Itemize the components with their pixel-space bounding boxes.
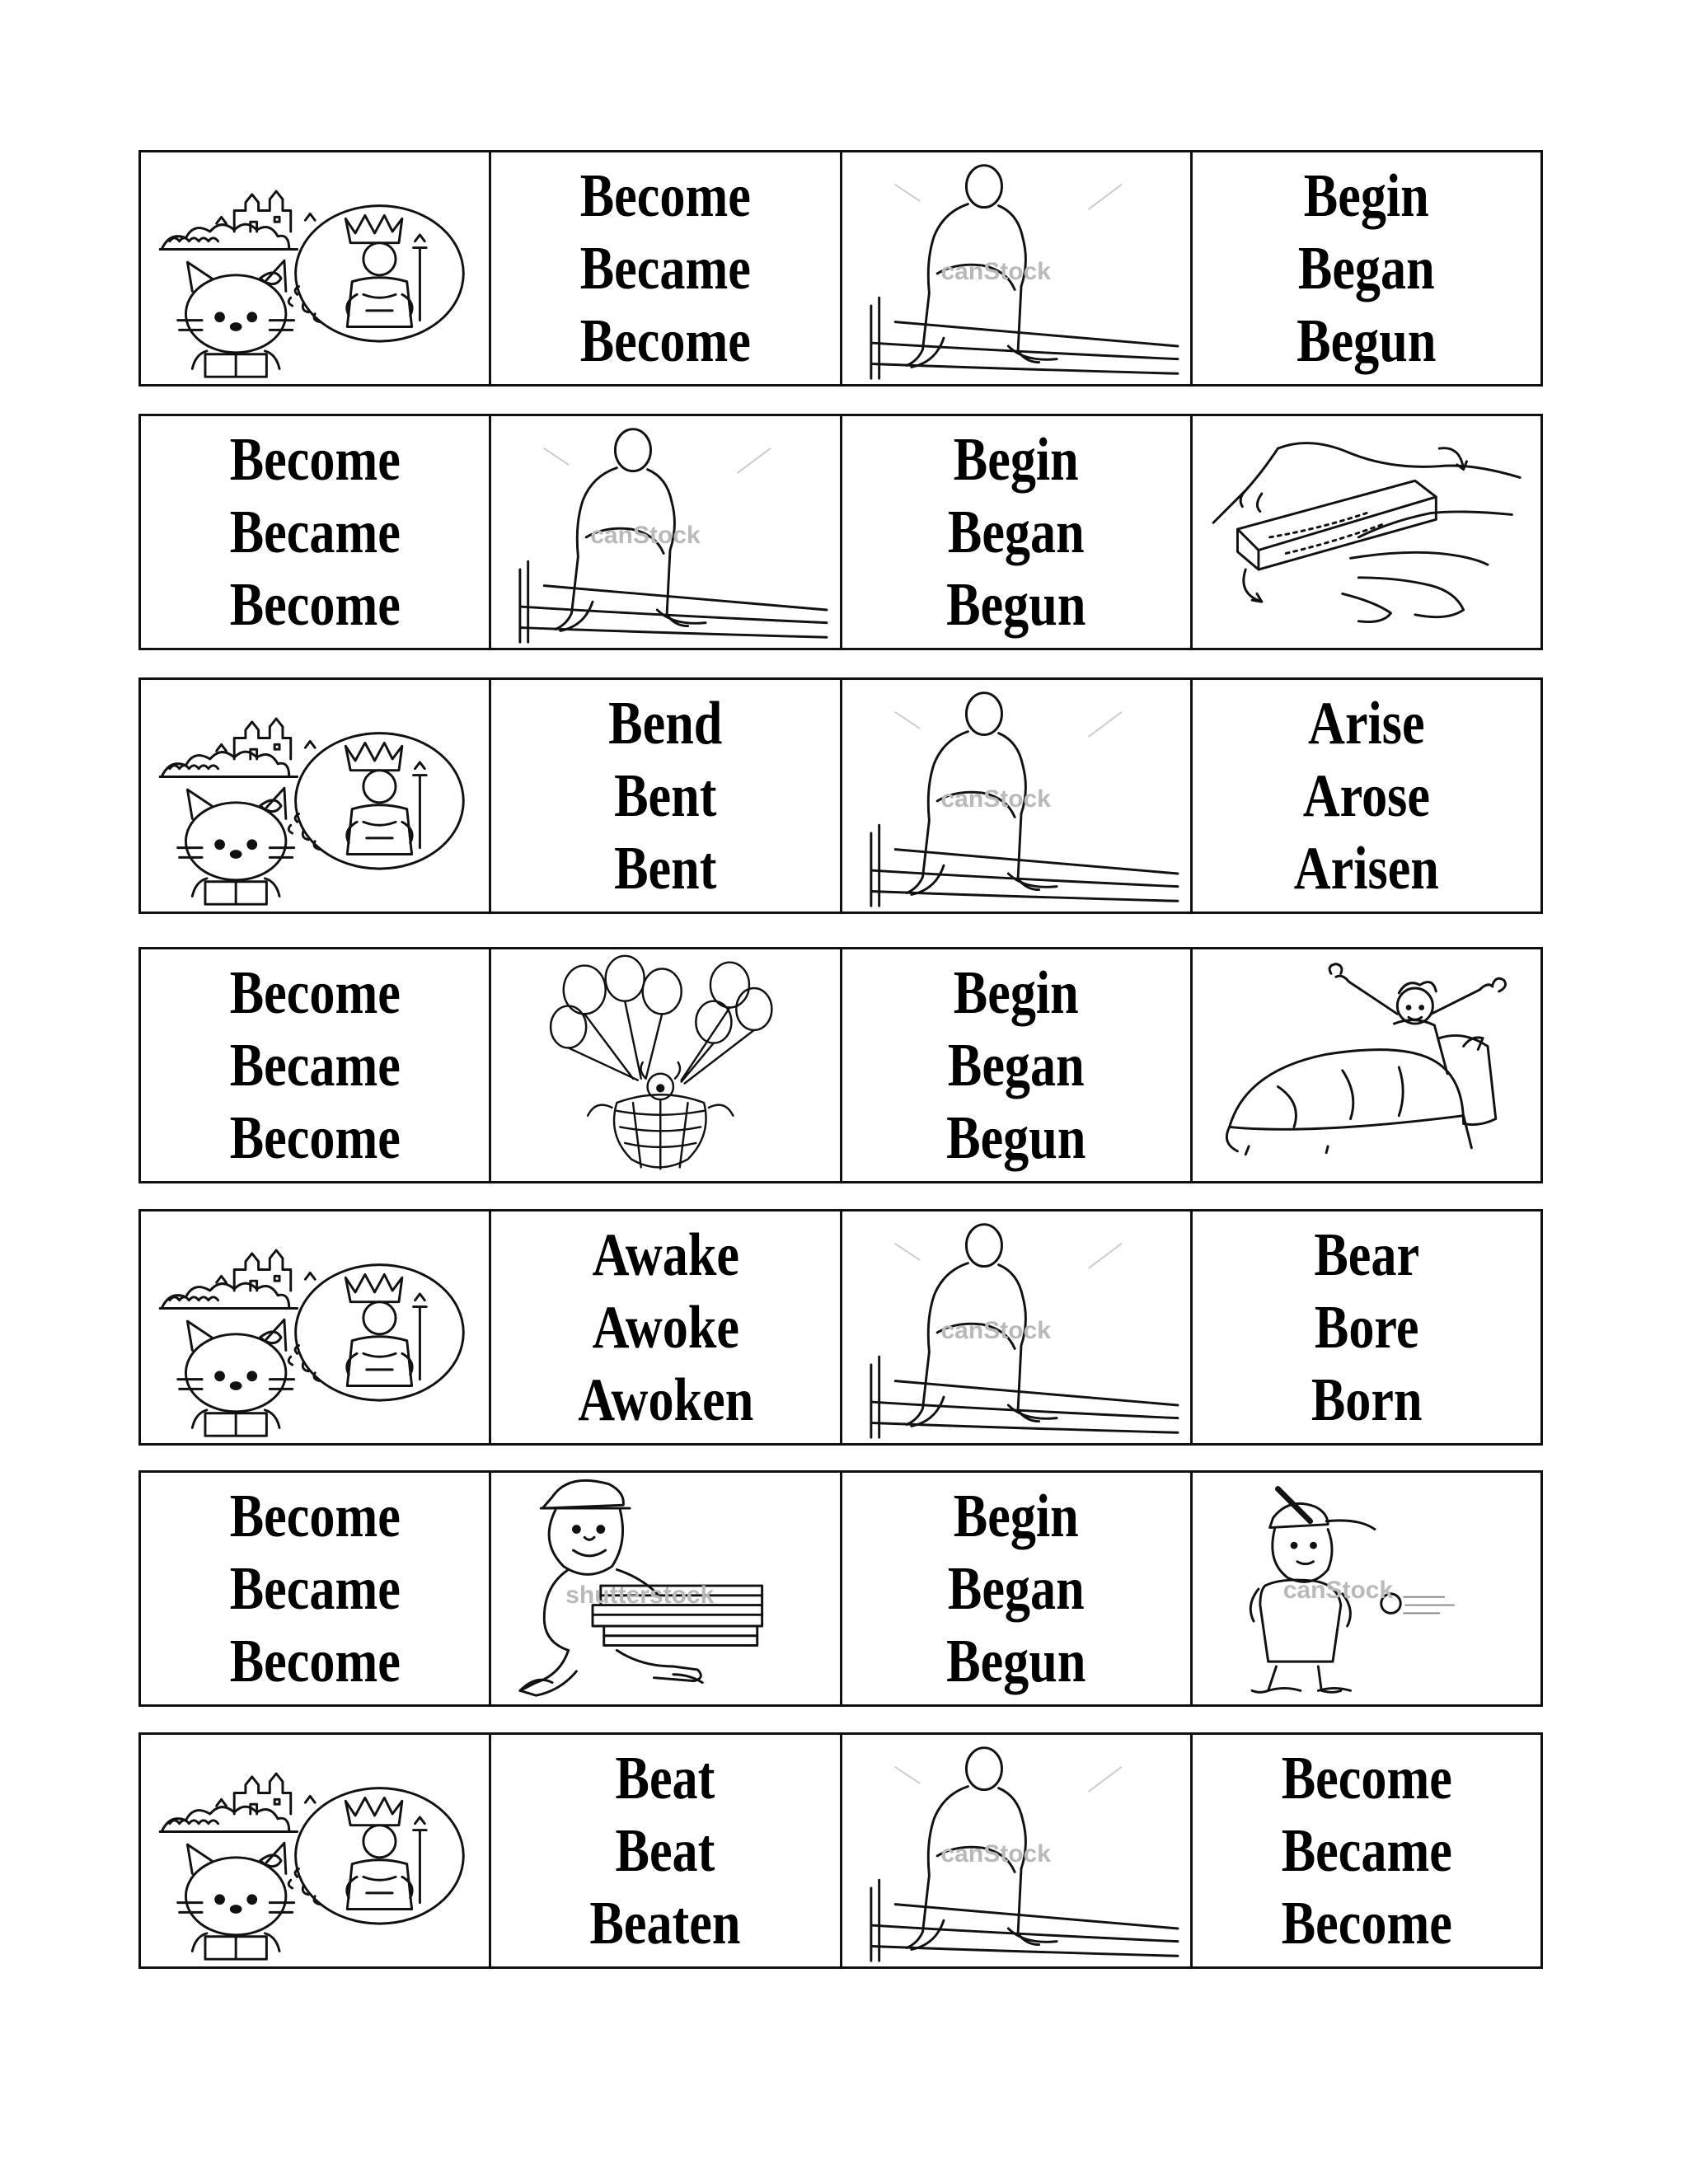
verb-base: Become (1281, 1744, 1452, 1812)
card-strip-7 (138, 1732, 1543, 1969)
verb-base: Begin (953, 958, 1079, 1027)
verb-forms (1311, 1219, 1423, 1436)
verb-card (491, 1735, 842, 1966)
verb-card (141, 1473, 491, 1704)
verb-base: Bear (1314, 1221, 1419, 1289)
watermark-canstock: canStock (940, 785, 1051, 813)
watermark-canstock: canStock (590, 522, 701, 549)
verb-past: Began (947, 1554, 1085, 1623)
verb-card (141, 416, 491, 648)
verb-past: Bent (614, 762, 717, 830)
verb-participle: Become (579, 307, 751, 375)
picture-cell (1193, 949, 1540, 1181)
verb-base: Begin (953, 1482, 1079, 1550)
card-strip-5 (138, 1209, 1543, 1446)
kitty-dreaming-queen-icon (141, 152, 489, 384)
card-strip-3 (138, 677, 1543, 914)
verb-forms (1296, 160, 1436, 377)
verb-participle: Become (229, 570, 401, 639)
clown-balloons-icon (491, 949, 839, 1181)
verb-forms (946, 424, 1085, 641)
verb-forms (1294, 687, 1439, 905)
verb-past: Awoke (592, 1293, 739, 1361)
picture-cell (141, 1212, 491, 1443)
verb-card (1193, 1735, 1540, 1966)
verb-past: Arose (1302, 762, 1430, 830)
verb-card (842, 416, 1193, 648)
verb-participle: Awoken (577, 1366, 753, 1434)
picture-cell (1193, 416, 1540, 648)
verb-card (842, 949, 1193, 1181)
verb-base: Arise (1308, 689, 1425, 757)
verb-card (842, 1473, 1193, 1704)
picture-cell (141, 152, 491, 384)
verb-card (1193, 152, 1540, 384)
card-strip-1 (138, 150, 1543, 387)
verb-forms (608, 687, 722, 905)
watermark-canstock: canStock (940, 1840, 1051, 1868)
verb-past: Began (1297, 234, 1435, 302)
verb-forms (230, 424, 401, 641)
picture-cell (491, 416, 842, 648)
verb-past: Bore (1314, 1293, 1419, 1361)
verb-forms (590, 1742, 741, 1960)
verb-card (491, 1212, 842, 1443)
verb-participle: Begun (945, 1627, 1086, 1695)
verb-past: Became (229, 1554, 401, 1623)
verb-past: Became (229, 498, 401, 566)
picture-cell (141, 1735, 491, 1966)
verb-forms (946, 957, 1085, 1174)
picture-cell (842, 1212, 1193, 1443)
verb-card (1193, 680, 1540, 912)
picture-cell (842, 1735, 1193, 1966)
watermark-canstock: canStock (1282, 1577, 1394, 1604)
verb-participle: Bent (614, 834, 717, 902)
picture-cell (842, 680, 1193, 912)
verb-participle: Begun (945, 1104, 1086, 1172)
verb-forms (946, 1480, 1085, 1698)
verb-forms (230, 1480, 401, 1698)
verb-card (491, 152, 842, 384)
verb-past: Became (1281, 1816, 1452, 1885)
verb-base: Awake (592, 1221, 739, 1289)
verb-base: Become (229, 958, 401, 1027)
verb-participle: Begun (1296, 307, 1437, 375)
verb-base: Become (579, 162, 751, 230)
verb-past: Became (579, 234, 751, 302)
watermark-canstock: canStock (940, 1317, 1051, 1344)
verb-participle: Become (1281, 1889, 1452, 1957)
picture-cell (491, 949, 842, 1181)
verb-participle: Beaten (589, 1889, 741, 1957)
verb-card (1193, 1212, 1540, 1443)
card-strip-6 (138, 1470, 1543, 1707)
watermark-shutterstock: shutterstock (565, 1582, 715, 1609)
verb-participle: Become (229, 1627, 401, 1695)
picture-cell (842, 152, 1193, 384)
verb-base: Become (229, 425, 401, 494)
verb-card (491, 680, 842, 912)
boy-waking-bed-icon (1193, 949, 1540, 1181)
verb-past: Began (947, 1031, 1085, 1099)
picture-cell (491, 1473, 842, 1704)
card-strip-2 (138, 414, 1543, 650)
verb-past: Began (947, 498, 1085, 566)
verb-forms (230, 957, 401, 1174)
verb-forms (580, 160, 751, 377)
verb-participle: Arisen (1293, 834, 1439, 902)
verb-participle: Begun (945, 570, 1086, 639)
verb-participle: Become (229, 1104, 401, 1172)
kitty-dreaming-queen-icon (141, 1212, 489, 1443)
verb-forms (578, 1219, 753, 1436)
watermark-canstock: canStock (940, 258, 1051, 285)
verb-base: Become (229, 1482, 401, 1550)
verb-base: Beat (615, 1744, 715, 1812)
picture-cell (141, 680, 491, 912)
verb-participle: Born (1311, 1366, 1423, 1434)
verb-card (141, 949, 491, 1181)
verb-past: Beat (615, 1816, 715, 1885)
card-strip-4 (138, 947, 1543, 1183)
verb-forms (1281, 1742, 1451, 1960)
hands-bending-bar-icon (1193, 416, 1540, 648)
verb-base: Begin (1303, 162, 1429, 230)
verb-past: Became (229, 1031, 401, 1099)
verb-base: Begin (953, 425, 1079, 494)
verb-base: Bend (608, 689, 723, 757)
kitty-dreaming-queen-icon (141, 1735, 489, 1966)
picture-cell (1193, 1473, 1540, 1704)
kitty-dreaming-queen-icon (141, 680, 489, 912)
